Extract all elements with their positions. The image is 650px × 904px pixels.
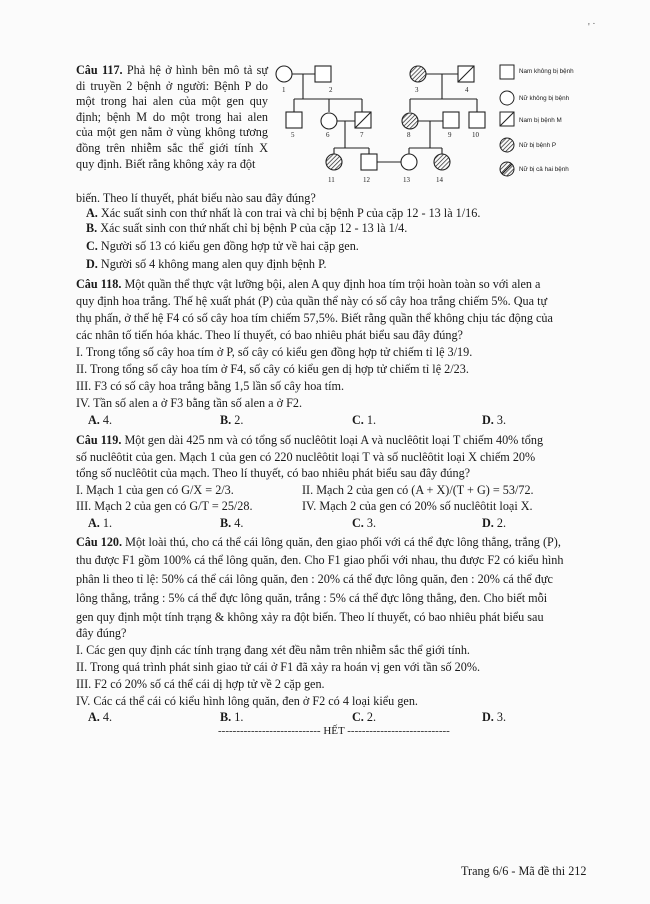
- q118-number: Câu 118.: [76, 277, 122, 291]
- q118-answer-c: C. 1.: [352, 413, 377, 427]
- q120-text-1: Một loài thú, cho cá thể cái lông quăn, đen giao phối với cá thể đực lông thẳng, trắng (P),: [125, 535, 561, 549]
- q118-line-1: [76, 277, 540, 292]
- q120-statement-2: II. Trong quá trình phát sinh giao tử cái ở F1 đã xảy ra hoán vị gen với tần số 20%.: [76, 660, 481, 674]
- pedigree-individual-9: [443, 112, 459, 128]
- pedigree-label-10: 10: [472, 131, 479, 139]
- legend-male-m-label: Nam bị bệnh M: [519, 117, 562, 124]
- q118-answer-b: B. 2.: [220, 413, 244, 427]
- q120-line-6: đây đúng?: [76, 626, 127, 640]
- pedigree-label-1: 1: [282, 86, 286, 94]
- pedigree-label-12: 12: [363, 176, 370, 184]
- q119-answer-d: D. 2.: [482, 516, 507, 530]
- page-footer: Trang 6/6 - Mã đề thi 212: [461, 864, 587, 878]
- pedigree-label-6: 6: [326, 131, 330, 139]
- pedigree-individual-8: [402, 113, 418, 129]
- q117-continuation: biến. Theo lí thuyết, phát biểu nào sau đây đúng?: [76, 191, 316, 205]
- q117-option-d: D. Người số 4 không mang alen quy định bệnh P.: [86, 257, 327, 271]
- pedigree-individual-5: [286, 112, 302, 128]
- q120-line-2: thu được F1 gồm 100% cá thể lông quăn, đen. Cho F1 giao phối với nhau, thu được F2 có kiểu hình: [76, 553, 564, 567]
- q118-text-1: Một quần thể thực vật lưỡng bội, alen A quy định hoa tím trội hoàn toàn so với alen a: [124, 277, 541, 291]
- pedigree-label-9: 9: [448, 131, 452, 139]
- end-marker: ---------------------------- HẾT ----------------------------: [218, 725, 450, 737]
- q117-number: Câu 117.: [76, 63, 123, 77]
- q119-statement-2: II. Mạch 2 của gen có (A + X)/(T + G) = 53/72.: [302, 483, 534, 497]
- q117-option-b: B. Xác suất sinh con thứ nhất chỉ bị bệnh P của cặp 12 - 13 là 1/4.: [86, 221, 408, 235]
- q120-line-4: lông thẳng, trắng : 5% cá thể đực lông quăn, trắng : 5% cá thể đực lông thẳng, đen. Cho biết mỗi: [76, 591, 548, 605]
- q118-line-2: quy định hoa trắng. Thế hệ xuất phát (P) của quần thể này có số cây hoa trắng chiếm 5%. Qua tự: [76, 294, 548, 308]
- q118-line-3: thụ phấn, ở thế hệ F4 có số cây hoa tím chiếm 57,5%. Biết rằng quần thể không chịu tác động của: [76, 311, 553, 325]
- pedigree-individual-1: [276, 66, 292, 82]
- q118-answer-d: D. 3.: [482, 413, 507, 427]
- q120-statement-1: I. Các gen quy định các tính trạng đang xét đều nằm trên nhiễm sắc thể giới tính.: [76, 643, 470, 657]
- q120-line-3: phân li theo tỉ lệ: 50% cá thể cái lông quăn, đen : 20% cá thể đực lông quăn, đen : 20% cá thể đực: [76, 572, 553, 586]
- pedigree-label-13: 13: [403, 176, 410, 184]
- q119-statement-1: I. Mạch 1 của gen có G/X = 2/3.: [76, 483, 234, 497]
- pedigree-individual-6: [321, 113, 337, 129]
- q120-statement-4: IV. Các cá thể cái có kiểu hình lông quăn, đen ở F2 có 4 loại kiểu gen.: [76, 694, 418, 708]
- legend-normal-male-symbol: [500, 65, 514, 79]
- q120-answer-a: A. 4.: [88, 710, 113, 724]
- q119-number: Câu 119.: [76, 433, 122, 447]
- q119-line-2: số nuclêôtit của gen. Mạch 1 của gen có 220 nuclêôtit loại T và số nuclêôtit loại X chiếm 20%: [76, 450, 536, 464]
- q120-answer-c: C. 2.: [352, 710, 377, 724]
- pedigree-label-14: 14: [436, 176, 443, 184]
- pedigree-individual-3: [410, 66, 426, 82]
- pedigree-label-4: 4: [465, 86, 469, 94]
- pedigree-label-5: 5: [291, 131, 295, 139]
- q118-statement-2: II. Trong tổng số cây hoa tím ở F4, số cây có kiểu gen dị hợp tử chiếm tỉ lệ 2/23.: [76, 362, 469, 376]
- pedigree-individual-13: [401, 154, 417, 170]
- legend-female-both-label: Nữ bị cả hai bệnh: [519, 166, 569, 173]
- q118-statement-4: IV. Tần số alen a ở F3 bằng tần số alen a ở F2.: [76, 396, 303, 410]
- pedigree-label-2: 2: [329, 86, 333, 94]
- pedigree-individual-12: [361, 154, 377, 170]
- legend-normal-female-symbol: [500, 91, 514, 105]
- q119-line-3: tổng số nuclêôtit của mạch. Theo lí thuyết, có bao nhiêu phát biểu sau đây đúng?: [76, 466, 471, 480]
- pedigree-individual-14: [434, 154, 450, 170]
- legend-normal-male-label: Nam không bị bệnh: [519, 68, 574, 75]
- q120-statement-3: III. F2 có 20% số cá thể cái dị hợp tử về 2 cặp gen.: [76, 677, 325, 691]
- pedigree-individual-10: [469, 112, 485, 128]
- q118-line-4: các nhân tố tiến hóa khác. Theo lí thuyết, có bao nhiêu phát biểu sau đây đúng?: [76, 328, 463, 342]
- q117-intro: [76, 63, 268, 172]
- q119-text-1: Một gen dài 425 nm và có tổng số nuclêôtit loại A và nuclêôtit loại T chiếm 40% tổng: [124, 433, 544, 447]
- q120-line-5: gen quy định một tính trạng & không xảy ra đột biến. Theo lí thuyết, có bao nhiêu phát biểu sau: [76, 610, 544, 624]
- pedigree-label-3: 3: [415, 86, 419, 94]
- q117-option-a: A. Xác suất sinh con thứ nhất là con trai và chỉ bị bệnh P của cặp 12 - 13 là 1/16.: [86, 206, 481, 220]
- q120-line-1: [76, 535, 561, 550]
- legend-female-p-label: Nữ bị bệnh P: [519, 142, 557, 149]
- pedigree-label-11: 11: [328, 176, 335, 184]
- q120-number: Câu 120.: [76, 535, 123, 549]
- q119-statement-4: IV. Mạch 2 của gen có 20% số nuclêôtit loại X.: [302, 499, 533, 513]
- q119-answer-b: B. 4.: [220, 516, 244, 530]
- legend-female-p-symbol: [500, 138, 514, 152]
- q117-text: Phả hệ ở hình bên mô tả sự di truyền 2 bệnh ở người: Bệnh P do một trong hai alen của một gen quy định; bệnh M do một trong hai alen của một gen nằm ở vùng không tương đồng trên nhiễm sắc thể giới tính X quy định. Biết rằng không xảy ra đột: [76, 63, 268, 171]
- q117-option-c: C. Người số 13 có kiểu gen đồng hợp tử về hai cặp gen.: [86, 239, 359, 253]
- scan-mark: ' ˙: [588, 22, 596, 33]
- q120-answer-b: B. 1.: [220, 710, 244, 724]
- q119-answer-c: C. 3.: [352, 516, 377, 530]
- q120-answer-d: D. 3.: [482, 710, 507, 724]
- q119-line-1: [76, 433, 543, 448]
- q118-statement-3: III. F3 có số cây hoa trắng bằng 1,5 lần số cây hoa tím.: [76, 379, 345, 393]
- pedigree-individual-2: [315, 66, 331, 82]
- pedigree-individual-11: [326, 154, 342, 170]
- legend-normal-female-label: Nữ không bị bệnh: [519, 95, 570, 102]
- q118-answer-a: A. 4.: [88, 413, 113, 427]
- q119-statement-3: III. Mạch 2 của gen có G/T = 25/28.: [76, 499, 253, 513]
- pedigree-label-7: 7: [360, 131, 364, 139]
- q118-statement-1: I. Trong tổng số cây hoa tím ở P, số cây có kiểu gen đồng hợp tử chiếm tỉ lệ 3/19.: [76, 345, 473, 359]
- pedigree-label-8: 8: [407, 131, 411, 139]
- q119-answer-a: A. 1.: [88, 516, 113, 530]
